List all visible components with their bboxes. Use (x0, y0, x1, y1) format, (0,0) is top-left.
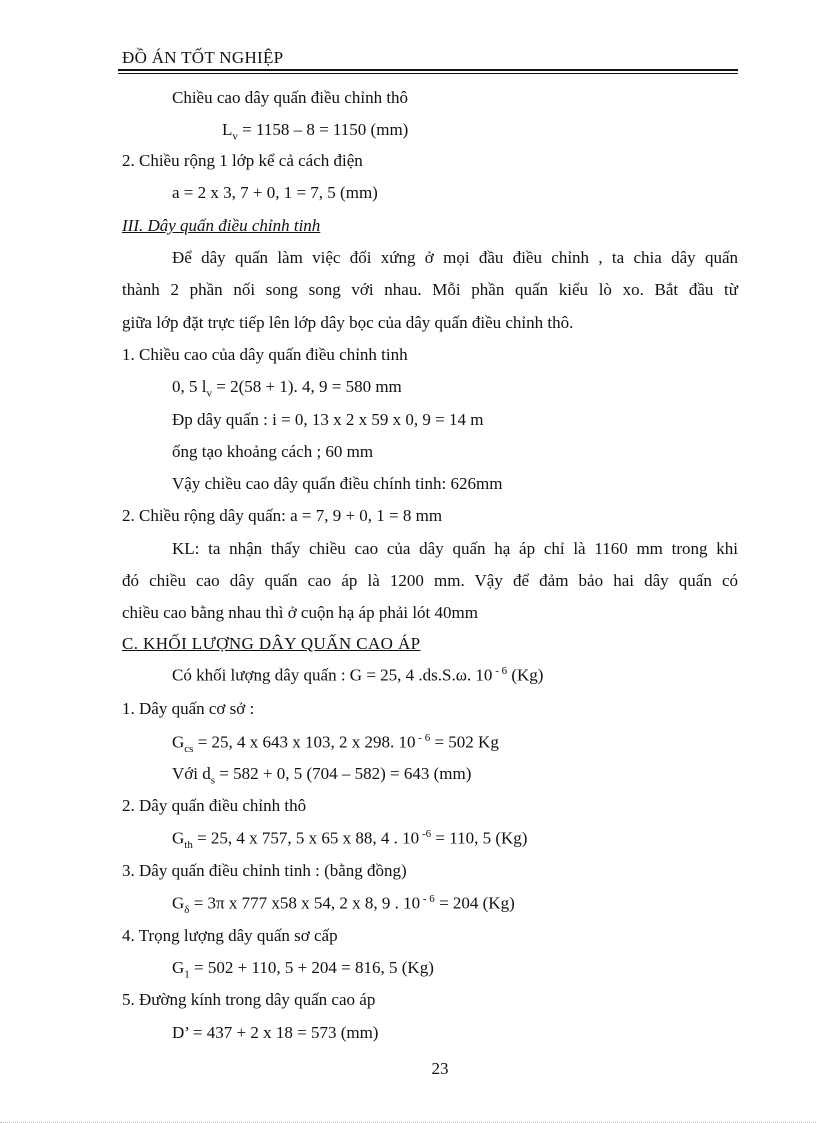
equation-line: D’ = 437 + 2 x 18 = 573 (mm) (172, 1023, 379, 1042)
numbered-heading: 5. Đường kính trong dây quấn cao áp (122, 990, 376, 1009)
eq-subscript: 1 (184, 968, 190, 981)
text-line: Vậy chiều cao dây quấn điều chính tinh: 626mm (172, 474, 503, 493)
numbered-heading: 1. Chiều cao của dây quấn điều chỉnh tinh (122, 345, 408, 364)
numbered-heading: 2. Dây quấn điều chỉnh thô (122, 796, 307, 815)
equation-line (172, 377, 402, 399)
section-heading: C. KHỐI LƯỢNG DÂY QUẤN CAO ÁP (122, 634, 421, 653)
eq-part: Có khối lượng dây quấn : G = 25, 4 .ds.S.ω. 10 (172, 665, 493, 685)
equation-line (172, 893, 515, 916)
paragraph-line: giữa lớp đặt trực tiếp lên lớp dây bọc của dây quấn điều chỉnh thô. (122, 313, 574, 332)
paragraph-line: thành 2 phần nối song song với nhau. Mỗi phần quấn kiểu lò xo. Bắt đầu từ (122, 280, 738, 299)
numbered-heading: 2. Chiều rộng dây quấn: a = 7, 9 + 0, 1 = 8 mm (122, 506, 443, 525)
numbered-heading: 1. Dây quấn cơ sở : (122, 699, 255, 718)
eq-part: = 502 + 110, 5 + 204 = 816, 5 (Kg) (189, 958, 434, 977)
numbered-heading: 4. Trọng lượng dây quấn sơ cấp (122, 926, 338, 945)
eq-subscript: v (206, 387, 212, 400)
eq-part: = 2(58 + 1). 4, 9 = 580 mm (211, 377, 402, 396)
eq-part: G (172, 893, 185, 913)
eq-part: (Kg) (507, 665, 544, 685)
eq-subscript: v (232, 130, 238, 143)
eq-part: = 1158 – 8 = 1150 (mm) (237, 120, 409, 139)
eq-subscript: s (210, 774, 216, 787)
eq-part: G (172, 732, 185, 752)
eq-subscript: δ (184, 904, 190, 917)
eq-part: = 502 Kg (430, 732, 499, 752)
eq-part: = 25, 4 x 757, 5 x 65 x 88, 4 . 10 (192, 828, 420, 848)
equation-line (172, 828, 527, 851)
numbered-heading: 2. Chiều rộng 1 lớp kể cả cách điện (122, 151, 363, 170)
eq-superscript: - 6 (492, 665, 508, 677)
header-rule-thin (118, 73, 738, 74)
equation-line (172, 732, 499, 755)
eq-part: Với d (172, 764, 211, 783)
eq-superscript: - 6 (420, 893, 435, 905)
text-line: Đp dây quấn : i = 0, 13 x 2 x 59 x 0, 9 = 14 m (172, 410, 484, 429)
eq-part: G (172, 958, 185, 977)
eq-subscript: cs (184, 743, 194, 756)
numbered-heading: 3. Dây quấn điều chỉnh tinh : (bằng đồng) (122, 861, 407, 880)
eq-part: = 25, 4 x 643 x 103, 2 x 298. 10 (193, 732, 416, 752)
equation-line (172, 665, 543, 686)
paragraph-line: KL: ta nhận thấy chiều cao của dây quấn hạ áp chỉ là 1160 mm trong khi (172, 539, 738, 558)
page-number: 23 (431, 1059, 449, 1078)
paragraph-line: chiều cao bằng nhau thì ở cuộn hạ áp phải lót 40mm (122, 603, 478, 622)
eq-part: = 582 + 0, 5 (704 – 582) = 643 (mm) (215, 764, 472, 783)
eq-superscript: -6 (419, 828, 432, 840)
eq-part: L (222, 120, 233, 139)
equation-line: a = 2 x 3, 7 + 0, 1 = 7, 5 (mm) (172, 183, 378, 202)
eq-subscript: th (184, 839, 193, 852)
section-heading: III. Dây quấn điều chỉnh tinh (122, 216, 321, 235)
eq-part: G (172, 828, 185, 848)
eq-part: = 204 (Kg) (434, 893, 515, 913)
eq-part: = 110, 5 (Kg) (431, 828, 528, 848)
eq-part: 0, 5 l (172, 377, 207, 396)
paragraph-line: Để dây quấn làm việc đối xứng ở mọi đầu điều chỉnh , ta chia dây quấn (172, 248, 738, 267)
page-header: ĐỒ ÁN TỐT NGHIỆP (122, 48, 284, 67)
equation-line (172, 958, 434, 980)
eq-part: = 3π x 777 x58 x 54, 2 x 8, 9 . 10 (189, 893, 421, 913)
equation-line (222, 120, 408, 142)
text-line: Chiều cao dây quấn điều chỉnh thô (172, 88, 409, 107)
header-rule-thick (118, 69, 738, 71)
eq-superscript: - 6 (415, 732, 431, 744)
paragraph-line: đó chiều cao dây quấn cao áp là 1200 mm. Vậy để đảm bảo hai dây quấn có (122, 571, 738, 590)
text-line: ống tạo khoảng cách ; 60 mm (172, 442, 374, 461)
equation-line (172, 764, 471, 786)
